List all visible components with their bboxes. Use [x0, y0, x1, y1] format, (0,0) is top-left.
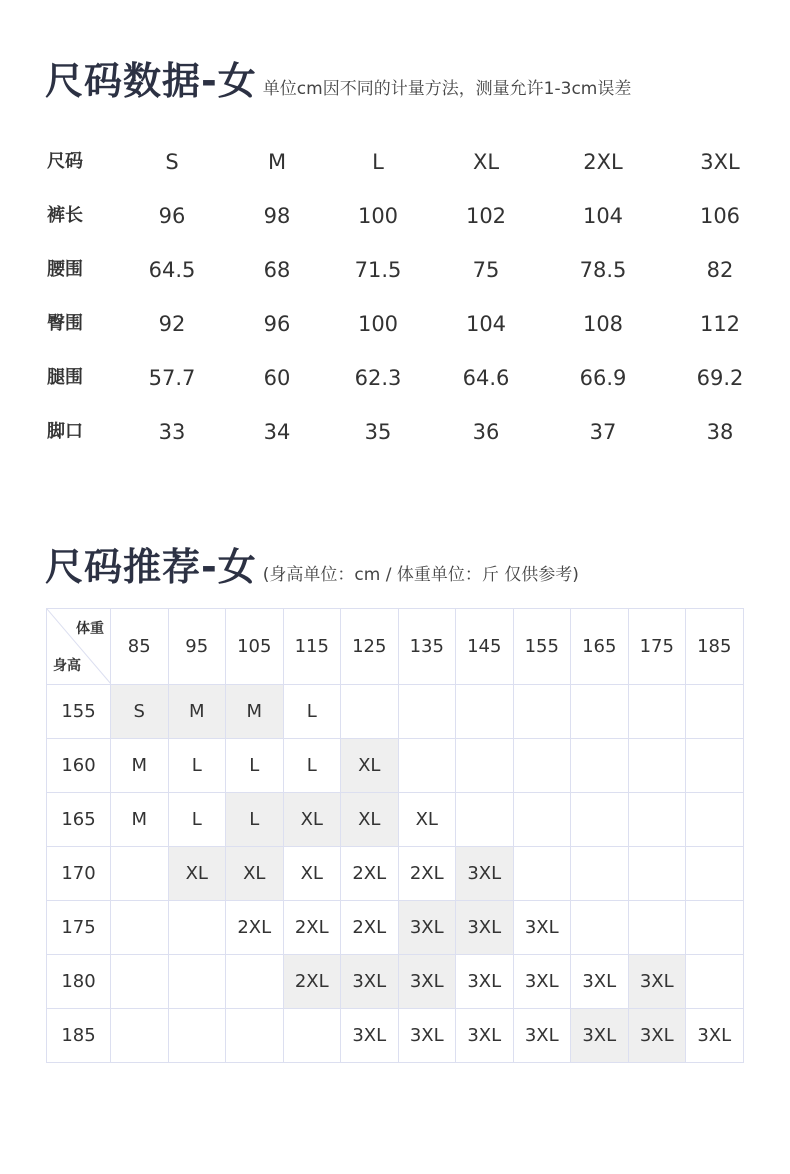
size-recommend-cell: 3XL	[398, 901, 456, 955]
size-header-label: 尺码	[47, 151, 83, 172]
height-row	[47, 955, 744, 1009]
size-recommend-cell	[283, 1009, 341, 1063]
size-recommend-cell: M	[111, 739, 169, 793]
size-recommend-cell	[686, 739, 744, 793]
height-header-cell: 160	[47, 739, 111, 793]
size-recommend-cell	[628, 847, 686, 901]
size-recommend-cell	[168, 901, 226, 955]
size-recommend-cell	[513, 847, 571, 901]
measure-value: 60	[263, 366, 291, 390]
size-recommend-cell	[111, 955, 169, 1009]
height-header-cell: 165	[47, 793, 111, 847]
height-row	[47, 901, 744, 955]
size-recommend-cell: 3XL	[628, 955, 686, 1009]
size-recommend-cell	[111, 901, 169, 955]
height-row	[47, 793, 744, 847]
measure-value: 78.5	[579, 258, 627, 282]
size-recommend-cell: 3XL	[628, 1009, 686, 1063]
size-recommend-cell	[628, 739, 686, 793]
weight-header-cell: 155	[513, 609, 571, 685]
size-recommend-cell: 2XL	[283, 901, 341, 955]
size-recommend-cell	[111, 1009, 169, 1063]
size-label: S	[165, 150, 179, 174]
measure-row	[0, 243, 790, 297]
size-recommend-cell: 3XL	[513, 955, 571, 1009]
size-recommend-cell	[168, 1009, 226, 1063]
size-recommend-cell: 3XL	[456, 847, 514, 901]
size-recommend-cell	[226, 955, 284, 1009]
height-header-cell: 185	[47, 1009, 111, 1063]
measure-value: 64.6	[462, 366, 510, 390]
weight-header-cell: 135	[398, 609, 456, 685]
size-recommend-cell	[571, 739, 629, 793]
size-recommend-cell	[686, 901, 744, 955]
size-recommend-cell: 3XL	[456, 1009, 514, 1063]
measure-value: 68	[263, 258, 291, 282]
size-recommend-cell	[686, 955, 744, 1009]
size-recommend-cell	[456, 793, 514, 847]
size-recommend-cell: L	[226, 739, 284, 793]
size-recommend-cell	[686, 793, 744, 847]
size-recommend-cell: L	[168, 739, 226, 793]
size-recommend-cell: L	[168, 793, 226, 847]
size-recommend-cell: 3XL	[398, 1009, 456, 1063]
weight-header-cell: 95	[168, 609, 226, 685]
size-recommend-cell	[513, 685, 571, 739]
size-recommend-cell	[168, 955, 226, 1009]
measure-value: 69.2	[696, 366, 744, 390]
size-label: M	[267, 150, 287, 174]
weight-header-cell: 85	[111, 609, 169, 685]
weight-header-cell: 165	[571, 609, 629, 685]
measure-value: 112	[699, 312, 741, 336]
size-recommend-cell: S	[111, 685, 169, 739]
size-recommend-cell	[686, 847, 744, 901]
measure-row	[0, 351, 790, 405]
size-recommend-cell	[513, 739, 571, 793]
measure-value: 64.5	[148, 258, 196, 282]
measure-row	[0, 189, 790, 243]
size-recommend-cell: 3XL	[686, 1009, 744, 1063]
size-recommend-cell	[571, 847, 629, 901]
measure-value: 66.9	[579, 366, 627, 390]
measure-label: 裤长	[47, 205, 83, 226]
measure-value: 106	[699, 204, 741, 228]
measure-value: 82	[706, 258, 734, 282]
size-recommend-cell: 2XL	[398, 847, 456, 901]
size-recommend-cell	[571, 901, 629, 955]
measure-value: 62.3	[354, 366, 402, 390]
measure-value: 57.7	[148, 366, 196, 390]
size-recommend-cell: XL	[283, 847, 341, 901]
weight-header-cell: 105	[226, 609, 284, 685]
size-recommend-cell: 3XL	[571, 1009, 629, 1063]
measure-value: 100	[357, 312, 399, 336]
size-recommend-cell	[628, 685, 686, 739]
measure-value: 108	[582, 312, 624, 336]
size-data-note: 单位cm因不同的计量方法，测量允许1-3cm误差	[262, 79, 632, 99]
measure-value: 96	[158, 204, 186, 228]
size-recommend-cell	[111, 847, 169, 901]
measure-value: 37	[589, 420, 617, 444]
size-recommend-table	[46, 608, 744, 1063]
measure-value: 96	[263, 312, 291, 336]
size-label: L	[372, 150, 384, 174]
size-recommend-cell: M	[111, 793, 169, 847]
size-recommend-cell	[686, 685, 744, 739]
measure-value: 98	[263, 204, 291, 228]
size-recommend-cell: L	[283, 739, 341, 793]
size-recommend-cell: M	[168, 685, 226, 739]
size-recommend-cell: 2XL	[283, 955, 341, 1009]
size-recommend-cell	[456, 739, 514, 793]
size-data-heading	[45, 50, 631, 105]
height-header-cell: 155	[47, 685, 111, 739]
size-recommend-cell	[571, 685, 629, 739]
size-recommend-cell: 3XL	[341, 955, 399, 1009]
size-recommend-cell: 2XL	[226, 901, 284, 955]
size-recommend-cell: 2XL	[341, 847, 399, 901]
measure-value: 92	[158, 312, 186, 336]
size-recommend-cell: XL	[341, 739, 399, 793]
size-recommend-cell	[226, 1009, 284, 1063]
size-recommend-cell	[341, 685, 399, 739]
height-header-cell: 175	[47, 901, 111, 955]
measure-value: 34	[263, 420, 291, 444]
measure-row	[0, 297, 790, 351]
size-recommend-cell: XL	[283, 793, 341, 847]
height-axis-label: 身高	[53, 658, 81, 674]
size-recommend-cell: 2XL	[341, 901, 399, 955]
weight-header-cell: 115	[283, 609, 341, 685]
size-recommend-cell: 3XL	[341, 1009, 399, 1063]
size-recommend-cell: XL	[226, 847, 284, 901]
height-header-cell: 170	[47, 847, 111, 901]
size-label: 3XL	[700, 150, 740, 174]
weight-header-cell: 175	[628, 609, 686, 685]
weight-header-row	[47, 609, 744, 685]
measure-value: 104	[465, 312, 507, 336]
size-recommend-cell: 3XL	[513, 901, 571, 955]
size-recommend-cell: M	[226, 685, 284, 739]
size-label: 2XL	[583, 150, 623, 174]
size-recommend-cell: XL	[168, 847, 226, 901]
size-recommend-cell: 3XL	[456, 901, 514, 955]
measure-value: 71.5	[354, 258, 402, 282]
size-recommend-cell: XL	[341, 793, 399, 847]
measure-label: 脚口	[47, 421, 83, 442]
measure-value: 35	[364, 420, 392, 444]
height-row	[47, 739, 744, 793]
measure-label: 腰围	[47, 259, 83, 280]
height-row	[47, 685, 744, 739]
size-recommend-cell: 3XL	[513, 1009, 571, 1063]
size-recommend-heading	[45, 536, 579, 591]
size-recommend-cell: 3XL	[456, 955, 514, 1009]
measure-row	[0, 405, 790, 459]
size-recommend-cell	[398, 739, 456, 793]
size-recommend-cell	[398, 685, 456, 739]
measure-value: 104	[582, 204, 624, 228]
measure-value: 102	[465, 204, 507, 228]
measure-value: 100	[357, 204, 399, 228]
size-recommend-cell	[456, 685, 514, 739]
size-recommend-cell: 3XL	[571, 955, 629, 1009]
measure-value: 33	[158, 420, 186, 444]
height-row	[47, 847, 744, 901]
weight-header-cell: 125	[341, 609, 399, 685]
size-recommend-title: 尺码推荐-女	[45, 545, 257, 589]
measure-label: 腿围	[47, 367, 83, 388]
weight-axis-label: 体重	[76, 621, 104, 637]
height-row	[47, 1009, 744, 1063]
size-recommend-cell	[628, 901, 686, 955]
size-recommend-cell: XL	[398, 793, 456, 847]
measure-value: 38	[706, 420, 734, 444]
corner-cell	[47, 609, 111, 685]
size-recommend-cell	[513, 793, 571, 847]
size-data-title: 尺码数据-女	[45, 59, 257, 103]
size-header-row	[0, 135, 790, 189]
size-label: XL	[472, 150, 500, 174]
size-recommend-note: (身高单位：cm / 体重单位：斤 仅供参考)	[262, 565, 579, 585]
measure-value: 36	[472, 420, 500, 444]
size-recommend-cell	[571, 793, 629, 847]
height-header-cell: 180	[47, 955, 111, 1009]
weight-header-cell: 145	[456, 609, 514, 685]
size-recommend-cell: L	[283, 685, 341, 739]
size-recommend-cell: 3XL	[398, 955, 456, 1009]
size-recommend-cell: L	[226, 793, 284, 847]
weight-header-cell: 185	[686, 609, 744, 685]
size-recommend-cell	[628, 793, 686, 847]
measure-value: 75	[472, 258, 500, 282]
measure-label: 臀围	[47, 313, 83, 334]
